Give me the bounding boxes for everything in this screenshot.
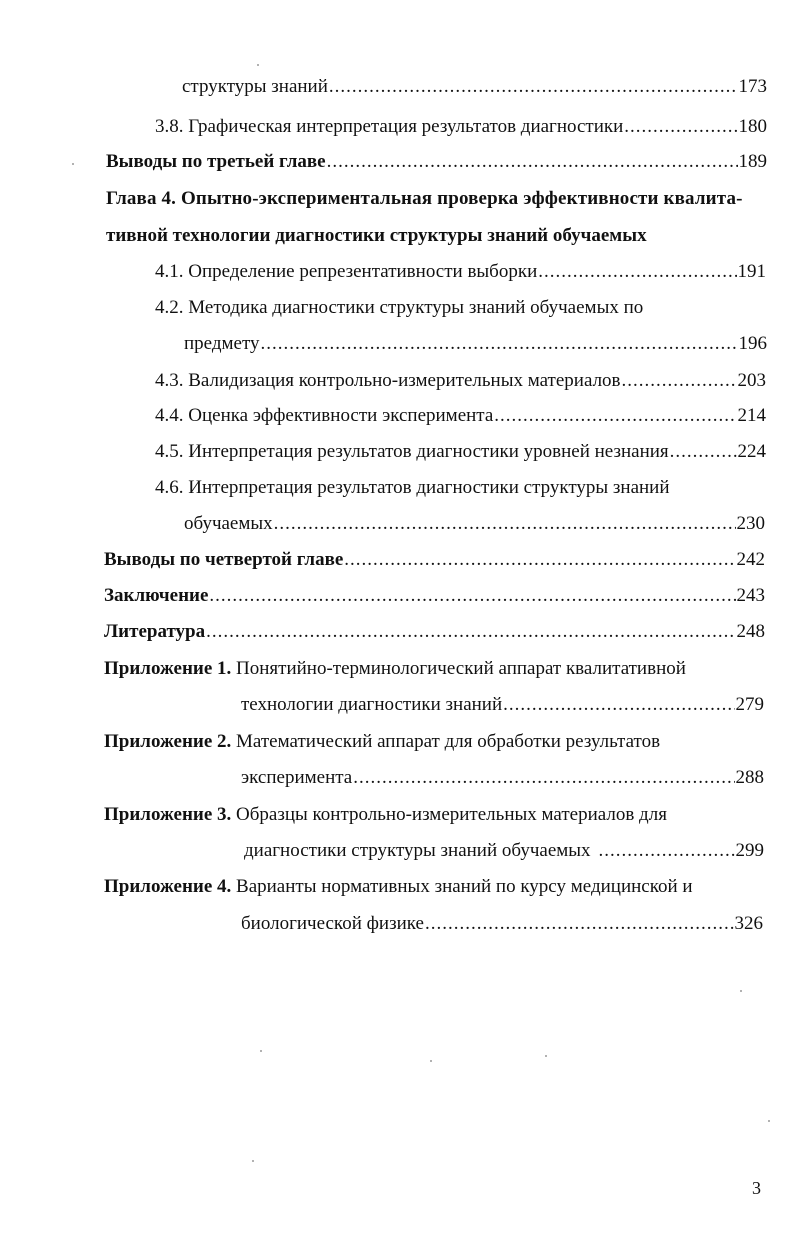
toc-entry (104, 582, 765, 610)
scan-speck (740, 990, 742, 992)
toc-entry (155, 402, 766, 430)
appendix-heading (104, 728, 660, 756)
toc-leader-dots (261, 330, 738, 358)
toc-entry-title: Заключение (104, 585, 209, 606)
toc-entry-page: 248 (736, 621, 765, 642)
toc-entry-page: 230 (736, 513, 765, 534)
toc-leader-dots (209, 582, 735, 610)
toc-leader-dots (425, 910, 734, 938)
toc-leader-dots (599, 837, 735, 865)
appendix-title-line: Математический аппарат для обработки результатов (236, 731, 661, 752)
toc-entry (182, 73, 767, 101)
toc-leader-dots (274, 510, 736, 538)
toc-entry (104, 546, 765, 574)
toc-entry-line: 4.6. Интерпретация результатов диагностики структуры знаний (155, 477, 670, 498)
toc-entry-title: 4.1. Определение репрезентативности выборки (155, 261, 538, 282)
toc-entry-title: обучаемых (184, 513, 273, 534)
appendix-label: Приложение 2. (104, 731, 232, 752)
toc-entry-title: диагностики структуры знаний обучаемых (244, 840, 591, 861)
toc-entry (184, 330, 767, 358)
appendix-title-line: Варианты нормативных знаний по курсу медицинской и (236, 876, 693, 897)
toc-entry-page: 191 (737, 261, 766, 282)
toc-leader-dots (327, 148, 738, 176)
toc-entry-page: 180 (738, 116, 767, 137)
toc-entry-title: структуры знаний (182, 76, 328, 97)
toc-entry-page: 326 (734, 913, 763, 934)
toc-entry (106, 148, 767, 176)
toc-entry (155, 258, 766, 286)
toc-entry-page: 214 (737, 405, 766, 426)
page-number: 3 (752, 1178, 761, 1198)
appendix-heading (104, 655, 686, 683)
toc-leader-dots (206, 618, 735, 646)
toc-leader-dots (670, 438, 737, 466)
appendix-title-line: Образцы контрольно-измерительных материалов для (236, 804, 667, 825)
toc-entry-title: 3.8. Графическая интерпретация результатов диагностики (155, 116, 624, 137)
toc-entry-title: технологии диагностики знаний (241, 694, 503, 715)
toc-entry (104, 618, 765, 646)
toc-leader-dots (494, 402, 736, 430)
toc-entry (155, 367, 766, 395)
appendix-heading (104, 873, 693, 901)
toc-entry-title: Литература (104, 621, 206, 642)
toc-entry-page: 224 (737, 441, 766, 462)
toc-leader-dots (624, 113, 737, 141)
toc-entry-page: 189 (738, 151, 767, 172)
appendix-label: Приложение 4. (104, 876, 232, 897)
toc-entry-page: 173 (738, 76, 767, 97)
toc-leader-dots (329, 73, 738, 101)
toc-entry (241, 910, 763, 938)
toc-entry (184, 510, 765, 538)
toc-entry (241, 764, 764, 792)
toc-entry (244, 837, 764, 865)
toc-entry-page: 196 (738, 333, 767, 354)
toc-entry-title: эксперимента (241, 767, 353, 788)
toc-entry-title: Выводы по третьей главе (106, 151, 326, 172)
scan-speck (260, 1050, 262, 1052)
toc-leader-dots (503, 691, 734, 719)
toc-entry-title: 4.4. Оценка эффективности эксперимента (155, 405, 494, 426)
toc-leader-dots (353, 764, 734, 792)
toc-leader-dots (344, 546, 735, 574)
appendix-heading (104, 801, 667, 829)
toc-entry-title: биологической физике (241, 913, 424, 934)
appendix-label: Приложение 1. (104, 658, 232, 679)
toc-leader-dots (538, 258, 736, 286)
scan-speck (252, 1160, 254, 1162)
appendix-label: Приложение 3. (104, 804, 232, 825)
toc-entry-page: 279 (735, 694, 764, 715)
toc-entry-line: 4.2. Методика диагностики структуры знаний обучаемых по (155, 297, 644, 318)
scan-speck (72, 163, 74, 165)
toc-entry-page: 243 (736, 585, 765, 606)
toc-entry-title: Выводы по четвертой главе (104, 549, 344, 570)
scan-speck (545, 1055, 547, 1057)
toc-entry (155, 113, 767, 141)
toc-entry-title: 4.5. Интерпретация результатов диагностики уровней незнания (155, 441, 669, 462)
toc-entry-page: 242 (736, 549, 765, 570)
toc-entry-page: 299 (735, 840, 764, 861)
chapter-heading: Глава 4. Опытно-экспериментальная проверка эффективности квалита- (106, 188, 743, 209)
toc-entry (241, 691, 764, 719)
scan-speck (430, 1060, 432, 1062)
appendix-title-line: Понятийно-терминологический аппарат квалитативной (236, 658, 686, 679)
toc-entry-page: 288 (735, 767, 764, 788)
toc-entry-page: 203 (737, 370, 766, 391)
toc-leader-dots (622, 367, 737, 395)
toc-entry-title: 4.3. Валидизация контрольно-измерительных материалов (155, 370, 621, 391)
toc-entry-title: предмету (184, 333, 260, 354)
toc-entry (155, 438, 766, 466)
scan-speck (257, 64, 259, 66)
scan-speck (768, 1120, 770, 1122)
chapter-heading: тивной технологии диагностики структуры знаний обучаемых (106, 225, 647, 246)
